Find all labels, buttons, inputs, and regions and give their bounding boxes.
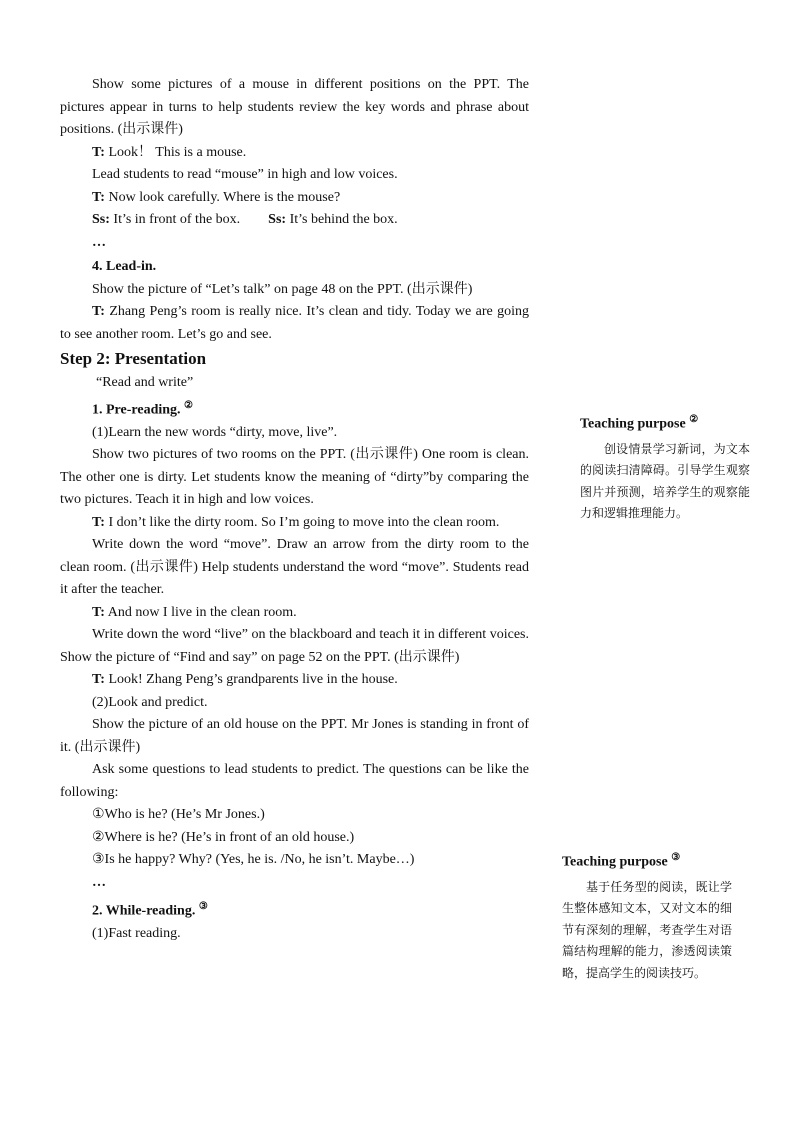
question-item: ②Where is he? (He’s in front of an old house.) [92,829,355,845]
dialogue-text: Now look carefully. Where is the mouse? [108,189,341,205]
speaker-label: T: [92,514,105,530]
dialogue-paragraph [60,512,529,535]
dialogue-line [60,187,529,210]
instruction-paragraph: Write down the word “move”. Draw an arrow from the dirty room to the clean room. (出示课件) Help students understand the word “move”. Students read it after the teacher. [60,537,529,598]
dialogue-text: It’s behind the box. [289,212,398,227]
intro-paragraph: Show some pictures of a mouse in different positions on the PPT. The pictures appear in turns to help students review the key words and phrase about positions. (出示课件) [60,77,529,137]
dialogue-text: It’s in front of the box. [113,212,241,227]
leadin-heading: 4. Lead-in. [92,259,157,274]
footnote-mark: ③ [198,901,208,913]
instruction-paragraph: Show two pictures of two rooms on the PPT. (出示课件) One room is clean. The other one is dirty. Let students know the meaning of “dirty”by comparing the two pictures. Teach it in high and low voices. [60,447,529,508]
dialogue-line [60,209,529,232]
dialogue-line [60,602,529,625]
question-item: ③Is he happy? Why? (Yes, he is. /No, he isn’t. Maybe…) [92,852,415,868]
instruction-line: (1)Learn the new words “dirty, move, live”. [92,424,338,440]
question-item: ①Who is he? (He’s Mr Jones.) [92,807,265,823]
speaker-label: T: [92,304,105,319]
prereading-heading: 1. Pre-reading. ② [92,399,193,418]
dialogue-text: Zhang Peng’s room is really nice. It’s clean and tidy. Today we are going to see another room. Let’s go and see. [60,304,530,342]
speaker-label: T: [92,672,105,688]
note-title: Teaching purpose ③ [562,852,681,870]
dialogue-text: And now I live in the clean room. [107,604,297,620]
whilereading-heading: 2. While-reading. ③ [92,901,208,919]
ellipsis: … [92,234,106,250]
instruction-line: (1)Fast reading. [92,926,181,942]
leadin-paragraph: Show the picture of “Let’s talk” on page 48 on the PPT. (出示课件) [92,281,473,297]
section-title: “Read and write” [96,375,194,390]
footnote-mark: ② [689,414,699,425]
note-text: 基于任务型的阅读，既让学生整体感知文本，又对文本的细节有深刻的理解，考查学生对语篇结构理解的能力，渗透阅读策略，提高学生的阅读技巧。 [562,879,732,980]
ellipsis: … [92,874,106,890]
instruction-paragraph: Show the picture of an old house on the PPT. Mr Jones is standing in front of it. (出示课件) [60,717,529,755]
speaker-label: Ss: [268,212,287,227]
dialogue-line [60,669,529,692]
note-title: Teaching purpose ② [580,414,699,432]
instruction-paragraph: Ask some questions to lead students to predict. The questions can be like the following: [60,762,529,800]
step2-heading: Step 2: Presentation [60,349,207,368]
speaker-label: T: [92,189,105,205]
speaker-label: Ss: [92,212,110,227]
teaching-purpose-note [562,848,732,984]
dialogue-line [60,142,529,165]
dialogue-paragraph [60,301,529,346]
dialogue-text: I don’t like the dirty room. So I’m going to move into the clean room. [108,514,500,530]
speaker-label: T: [92,604,105,620]
footnote-mark: ② [184,399,193,411]
dialogue-text: Look！ This is a mouse. [108,144,247,160]
note-text: 创设情景学习新词，为文本的阅读扫清障碍。引导学生观察图片并预测，培养学生的观察能力和逻辑推理能力。 [580,441,750,521]
instruction-line: Lead students to read “mouse” in high and low voices. [92,167,398,182]
dialogue-text: Look! Zhang Peng’s grandparents live in the house. [108,672,398,688]
speaker-label: T: [92,144,105,160]
main-column [60,74,529,946]
instruction-paragraph: Write down the word “live” on the blackboard and teach it in different voices. Show the picture of “Find and say” on page 52 on the PPT. (出示课件) [60,627,529,665]
footnote-mark: ③ [671,852,681,863]
teaching-purpose-note [580,410,750,525]
instruction-line: (2)Look and predict. [92,694,208,710]
